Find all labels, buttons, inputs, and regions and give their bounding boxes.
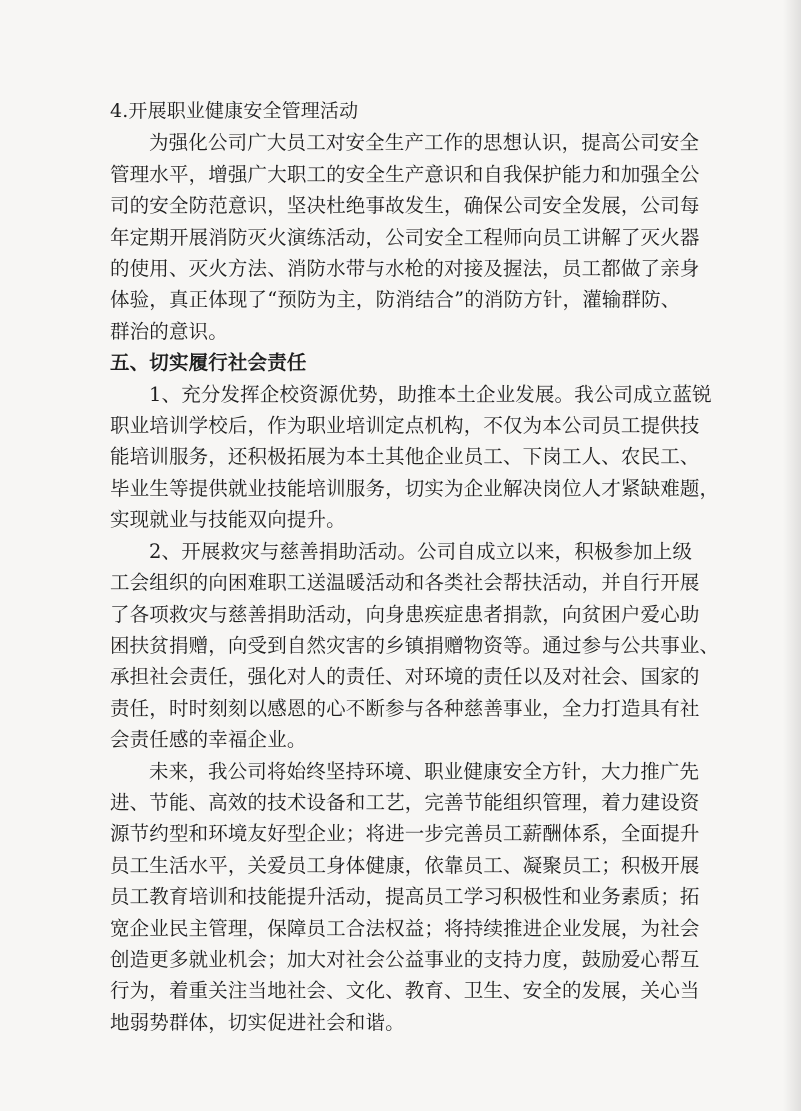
text-line: 群治的意识。 [110,319,228,343]
text-line: 源节约型和环境友好型企业；将进一步完善员工薪酬体系，全面提升 [110,822,700,846]
text-line: 员工生活水平，关爱员工身体健康，依靠员工、凝聚员工；积极开展 [110,853,700,877]
text-line: 工会组织的向困难职工送温暖活动和各类社会帮扶活动，并自行开展 [110,571,700,595]
text-line: 体验，真正体现了“预防为主，防消结合”的消防方针，灌输群防、 [110,288,681,312]
text-line: 责任，时时刻刻以感恩的心不断参与各种慈善事业，全力打造具有社 [110,696,700,720]
text-line: 能培训服务，还积极拓展为本土其他企业员工、下岗工人、农民工、 [110,445,700,469]
text-line: 职业培训学校后，作为职业培训定点机构，不仅为本公司员工提供技 [110,414,700,438]
text-line: 创造更多就业机会；加大对社会公益事业的支持力度，鼓励爱心帮互 [110,947,700,971]
section-5-paragraph-3 [110,756,700,1039]
text-line: 会责任感的幸福企业。 [110,728,307,752]
document-page [110,96,720,1038]
text-line: 2、开展救灾与慈善捐助活动。公司自成立以来，积极参加上级 [149,539,693,563]
text-line: 了各项救灾与慈善捐助活动，向身患疾症患者捐款，向贫困户爱心助 [110,602,700,626]
text-line: 毕业生等提供就业技能培训服务，切实为企业解决岗位人才紧缺难题， [110,476,720,500]
section-5-paragraph-2 [110,536,720,756]
text-line: 的使用、灭火方法、消防水带与水枪的对接及握法，员工都做了亲身 [110,257,700,281]
text-line: 年定期开展消防灭火演练活动，公司安全工程师向员工讲解了灭火器 [110,225,700,249]
text-line: 1、充分发挥企校资源优势，助推本土企业发展。我公司成立蓝锐 [149,382,712,406]
text-line: 员工教育培训和技能提升活动，提高员工学习积极性和业务素质；拓 [110,885,700,909]
text-line: 宽企业民主管理，保障员工合法权益；将持续推进企业发展，为社会 [110,916,700,940]
section-4-paragraph [110,127,700,347]
section-4-title: 4.开展职业健康安全管理活动 [110,100,359,122]
section-5-paragraph-1 [110,379,720,536]
text-line: 未来，我公司将始终坚持环境、职业健康安全方针，大力推广先 [149,759,700,783]
text-line: 承担社会责任，强化对人的责任、对环境的责任以及对社会、国家的 [110,665,700,689]
section-5-title: 五、切实履行社会责任 [110,351,307,375]
text-line: 管理水平，增强广大职工的安全生产意识和自我保护能力和加强全公 [110,162,700,186]
text-line: 困扶贫捐赠，向受到自然灾害的乡镇捐赠物资等。通过参与公共事业、 [110,633,720,657]
text-line: 地弱势群体，切实促进社会和谐。 [110,1010,405,1034]
text-line: 行为，着重关注当地社会、文化、教育、卫生、安全的发展，关心当 [110,979,700,1003]
scan-edge-shadow [783,0,801,1111]
text-line: 进、节能、高效的技术设备和工艺，完善节能组织管理，着力建设资 [110,790,700,814]
text-line: 实现就业与技能双向提升。 [110,508,346,532]
text-line: 为强化公司广大员工对安全生产工作的思想认识，提高公司安全 [149,131,700,155]
text-line: 司的安全防范意识，坚决杜绝事故发生，确保公司安全发展，公司每 [110,194,700,218]
